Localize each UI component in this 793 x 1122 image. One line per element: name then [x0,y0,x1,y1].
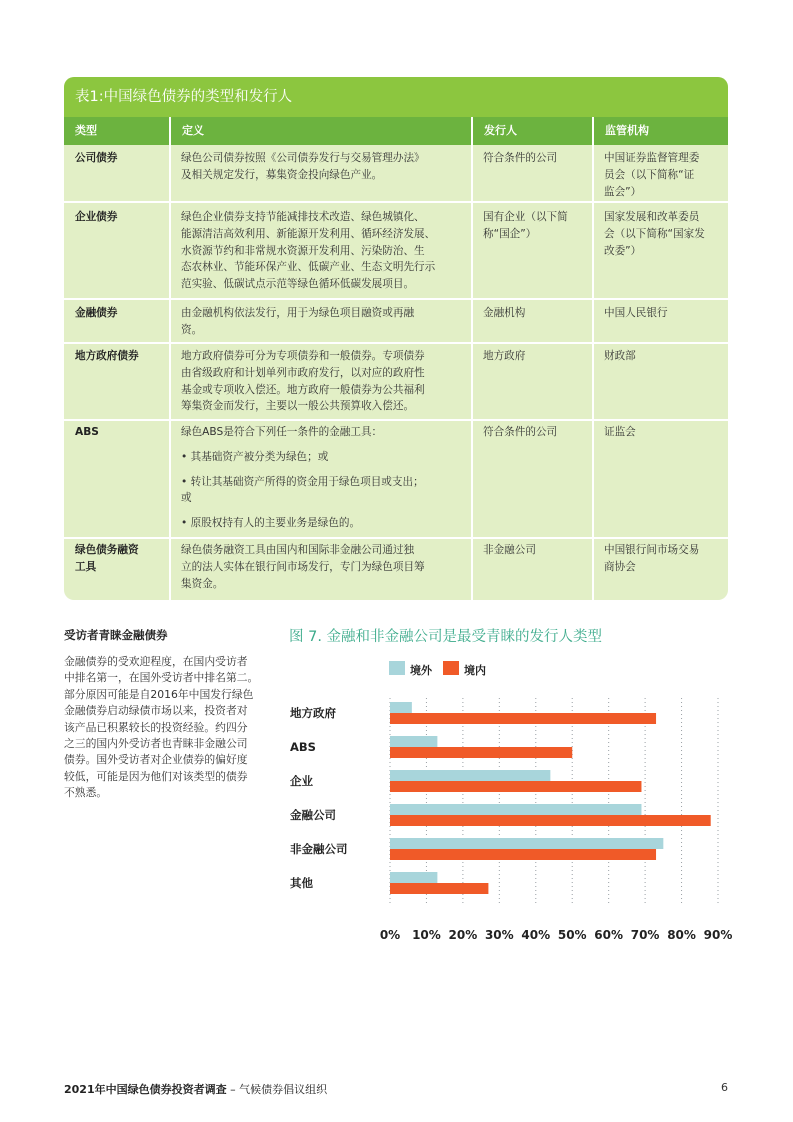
x-tick-label: 80% [667,928,696,942]
row-issuer: 非金融公司 [483,544,536,556]
row-divider [64,298,728,300]
bar-overseas [390,838,663,849]
row-type-corporate: 公司债券 [75,152,118,164]
category-label: 其他 [290,876,313,890]
row-definition: 绿色公司债券按照《公司债券发行与交易管理办法》 及相关规定发行，募集资金投向绿色产业。 [181,152,425,181]
bar-overseas [390,770,550,781]
row-definition: 绿色ABS是符合下列任一条件的金融工具： • 其基础资产被分类为绿色；或 • 转让其基础资产所得的资金用于绿色项目或支出； 或 • 原股权持有人的主要业务是绿色的。 [181,424,424,532]
x-tick-label: 30% [484,928,514,942]
row-divider [64,201,728,203]
row-regulator: 国家发展和改革委员 会（以下简称“国家发 改委”） [604,211,705,257]
category-label: 非金融公司 [290,842,348,856]
issuer-preference-chart [280,680,750,950]
legend-label-domestic: 境内 [464,664,486,677]
row-type-enterprise: 企业债券 [75,211,118,223]
bar-overseas [390,872,437,883]
row-regulator: 证监会 [604,426,636,438]
bar-domestic [390,781,641,792]
x-tick-label: 40% [521,928,551,942]
bar-domestic [390,815,711,826]
category-label: 金融公司 [290,808,336,822]
x-tick-label: 60% [594,928,624,942]
bar-overseas [390,804,641,815]
sidebar-heading: 受访者青睐金融债券 [64,628,168,642]
header-type: 类型 [75,124,97,137]
row-regulator: 中国银行间市场交易 商协会 [604,544,700,573]
figure-title: 图 7. 金融和非金融公司是最受青睐的发行人类型 [289,629,603,645]
x-tick-label: 90% [703,928,733,942]
footer-text [64,1081,327,1097]
column-divider [169,117,171,600]
row-type-local-government: 地方政府债券 [75,350,139,362]
x-tick-label: 70% [630,928,660,942]
row-issuer: 金融机构 [483,307,526,319]
column-divider [592,117,594,600]
category-label: ABS [290,740,316,754]
bar-overseas [390,702,412,713]
bar-domestic [390,883,488,894]
row-divider [64,342,728,344]
table-title: 表1:中国绿色债券的类型和发行人 [64,77,728,117]
x-tick-label: 20% [448,928,478,942]
bullet-item: • 其基础资产被分类为绿色；或 [181,450,329,463]
legend-label-overseas: 境外 [410,664,432,677]
row-definition: 由金融机构依法发行，用于为绿色项目融资或再融 资。 [181,307,415,336]
category-label: 地方政府 [290,706,336,720]
row-regulator: 中国证券监督管理委 员会（以下简称“证 监会”） [604,152,700,198]
row-regulator: 财政部 [604,350,636,362]
row-issuer: 符合条件的公司 [483,426,558,438]
row-issuer: 地方政府 [483,350,526,362]
row-definition: 绿色债务融资工具由国内和国际非金融公司通过独 立的法人实体在银行间市场发行，专门为绿色项目筹 集资金。 [181,544,425,590]
row-definition: 地方政府债券可分为专项债券和一般债券。专项债券 由省级政府和计划单列市政府发行，以对应的政府性 基金或专项收入偿还。地方政府一般债券为公共福利 筹集资金而发行，主要以一般公共预算收入偿还。 [181,350,425,413]
row-issuer: 符合条件的公司 [483,152,558,164]
bond-types-table [64,77,728,600]
sidebar-paragraph: 金融债券的受欢迎程度，在国内受访者 中排名第一，在国外受访者中排名第二。 部分原因可能是自2016年中国发行绿色 金融债券启动绿债市场以来，投资者对 该产品已积累较长的投资经验。约四分 之三的国内外受访者也青睐非金融公司 债券。国外受访者对企业债券的偏好度 较低，可能是因为他们对该类型的债券 不熟悉。 [64,655,259,800]
row-type-debt-financing: 绿色债务融资 工具 [75,544,139,573]
column-divider [471,117,473,600]
bar-domestic [390,713,656,724]
legend-swatch-overseas [389,661,405,675]
footer-separator: – [226,1083,240,1096]
bullet-item: • 原股权持有人的主要业务是绿色的。 [181,517,361,530]
x-tick-label: 10% [412,928,441,942]
header-definition: 定义 [182,124,204,137]
row-regulator: 中国人民银行 [604,307,668,319]
row-type-financial: 金融债券 [75,307,118,319]
bar-domestic [390,747,572,758]
category-label: 企业 [290,774,313,788]
page-number: 6 [721,1081,728,1094]
bar-overseas [390,736,437,747]
row-definition: 绿色企业债券支持节能减排技术改造、绿色城镇化、 能源清洁高效利用、新能源开发利用、循环经济发展、 水资源节约和非常规水资源开发利用、污染防治、生 态农林业、节能环保产业、低碳产业、生态文明先行示 范实验、低碳试点示范等绿色循环低碳发展项目。 [181,211,436,291]
legend-swatch-domestic [443,661,459,675]
row-issuer: 国有企业（以下简 称“国企”） [483,211,568,240]
row-type-abs: ABS [75,426,99,438]
bar-domestic [390,849,656,860]
organization-name: 气候债券倡议组织 [239,1083,328,1096]
row-divider [64,419,728,421]
row-divider [64,537,728,539]
bullet-item: • 转让其基础资产所得的资金用于绿色项目或支出； [181,475,424,488]
x-tick-label: 50% [557,928,587,942]
header-issuer: 发行人 [484,124,517,137]
table-header-row [64,117,728,145]
header-regulator: 监管机构 [605,124,649,137]
report-title: 2021年中国绿色债券投资者调查 [64,1083,227,1096]
x-tick-label: 0% [379,928,401,942]
